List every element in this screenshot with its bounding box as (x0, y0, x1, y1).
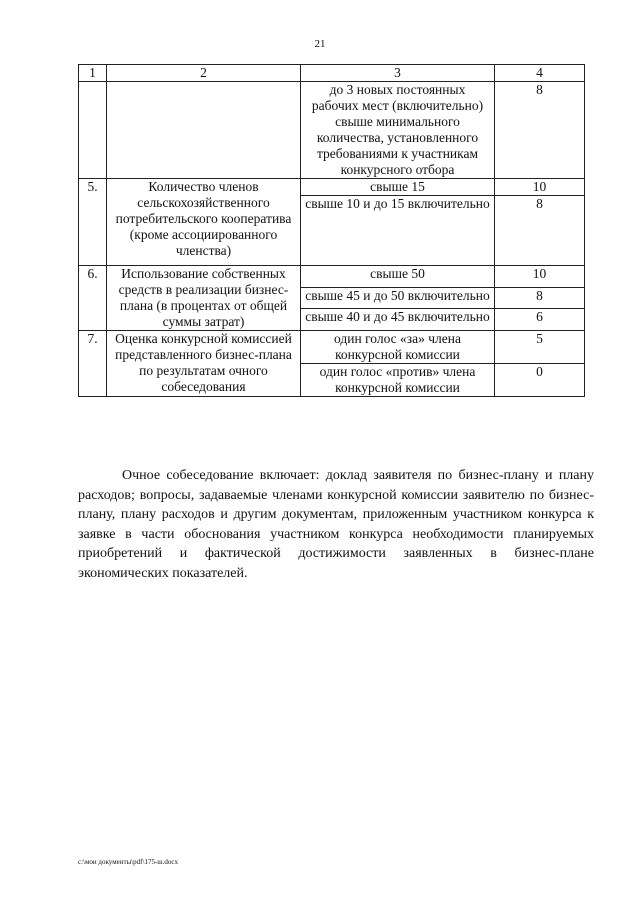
score-cell: 6 (495, 309, 585, 331)
num-cell: 6. (79, 266, 107, 331)
header-col-3: 3 (301, 65, 495, 82)
table-row (79, 82, 585, 179)
num-cell (79, 82, 107, 179)
criterion-cell: свыше 45 и до 50 включительно (301, 287, 495, 309)
header-col-2: 2 (107, 65, 301, 82)
score-cell: 8 (495, 196, 585, 266)
table-row (79, 266, 585, 288)
indicator-cell: Использование собственных средств в реализации бизнес-плана (в процентах от общей суммы затрат) (107, 266, 301, 331)
scoring-table (78, 64, 585, 397)
indicator-cell: Количество членов сельскохозяйственного потребительского кооператива (кроме ассоциированного членства) (107, 179, 301, 266)
criterion-cell: один голос «против» члена конкурсной комиссии (301, 364, 495, 397)
score-cell: 8 (495, 287, 585, 309)
criterion-cell: свыше 50 (301, 266, 495, 288)
table-header-row (79, 65, 585, 82)
num-cell: 7. (79, 331, 107, 397)
criterion-cell: свыше 40 и до 45 включительно (301, 309, 495, 331)
criterion-cell: свыше 15 (301, 179, 495, 196)
score-cell: 10 (495, 266, 585, 288)
indicator-cell (107, 82, 301, 179)
indicator-cell: Оценка конкурсной комиссией представленного бизнес-плана по результатам очного собеседования (107, 331, 301, 397)
score-cell: 5 (495, 331, 585, 364)
score-cell: 10 (495, 179, 585, 196)
num-cell: 5. (79, 179, 107, 266)
table-row (79, 331, 585, 364)
footer-file-path: c:\мои документы\pdf\175-ш.docx (78, 858, 179, 866)
header-col-4: 4 (495, 65, 585, 82)
header-col-1: 1 (79, 65, 107, 82)
score-cell: 8 (495, 82, 585, 179)
body-paragraph: Очное собеседование включает: доклад заявителя по бизнес-плану и плану расходов; вопросы, задаваемые членами конкурсной комиссии заявителю по бизнес-плану, плану расходов и другим документам, приложенным участником конкурса к заявке в части обоснования участником конкурса необходимости планируемых приобретений и фактической достижимости заявленных в бизнес-плане экономических показателей. (78, 468, 594, 581)
criterion-cell: один голос «за» члена конкурсной комиссии (301, 331, 495, 364)
table-row (79, 179, 585, 196)
criterion-cell: свыше 10 и до 15 включительно (301, 196, 495, 266)
page-number: 21 (314, 38, 326, 50)
criterion-cell: до 3 новых постоянных рабочих мест (включительно) свыше минимального количества, установленного требованиями к участникам конкурсного отбора (301, 82, 495, 179)
score-cell: 0 (495, 364, 585, 397)
